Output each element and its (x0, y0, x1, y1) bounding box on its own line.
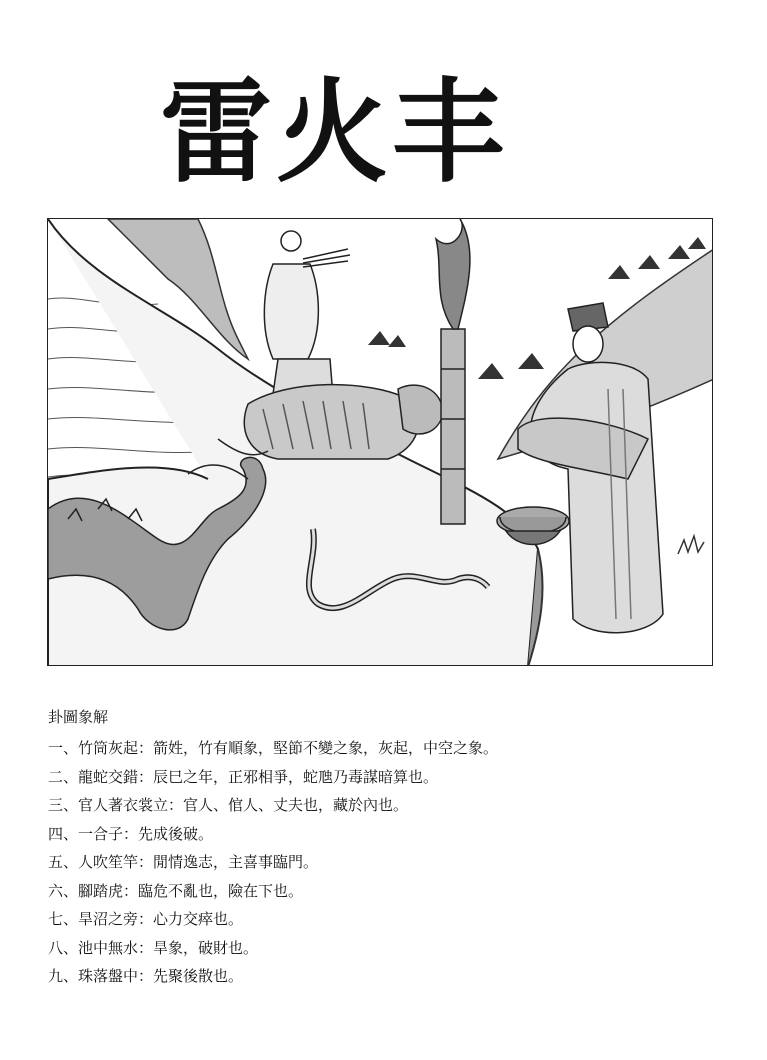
explanation-line-8: 八、池中無水：旱象，破財也。 (48, 938, 259, 957)
explanation-line-7: 七、旱沼之旁：心力交瘁也。 (48, 910, 244, 928)
hexagram-illustration (47, 218, 713, 666)
explanation-line-6: 六、腳踏虎：臨危不亂也，險在下也。 (48, 881, 304, 900)
explanation-line-9: 九、珠落盤中：先聚後散也。 (48, 967, 244, 985)
explanation-list (48, 734, 498, 991)
explanation-line-4: 四、一合子：先成後破。 (48, 824, 214, 843)
page-title: 雷火丰 (160, 68, 508, 198)
seated-man-playing-sheng (264, 231, 350, 397)
explanation-line-2: 二、龍蛇交錯：辰巳之年，正邪相爭，蛇虺乃毒謀暗算也。 (48, 767, 439, 786)
grass-tuft (678, 536, 704, 554)
bamboo-with-flame (436, 219, 470, 524)
explanation-line-1: 一、竹筒灰起：箭姓，竹有順象，堅節不變之象，灰起，中空之象。 (48, 739, 499, 757)
explanation-heading: 卦圖象解 (48, 708, 109, 726)
explanation-line-5: 五、人吹笙竿：閒情逸志，主喜事臨門。 (48, 853, 319, 871)
explanation-line-3: 三、官人著衣裳立：官人、倌人、丈夫也，藏於內也。 (48, 796, 409, 814)
